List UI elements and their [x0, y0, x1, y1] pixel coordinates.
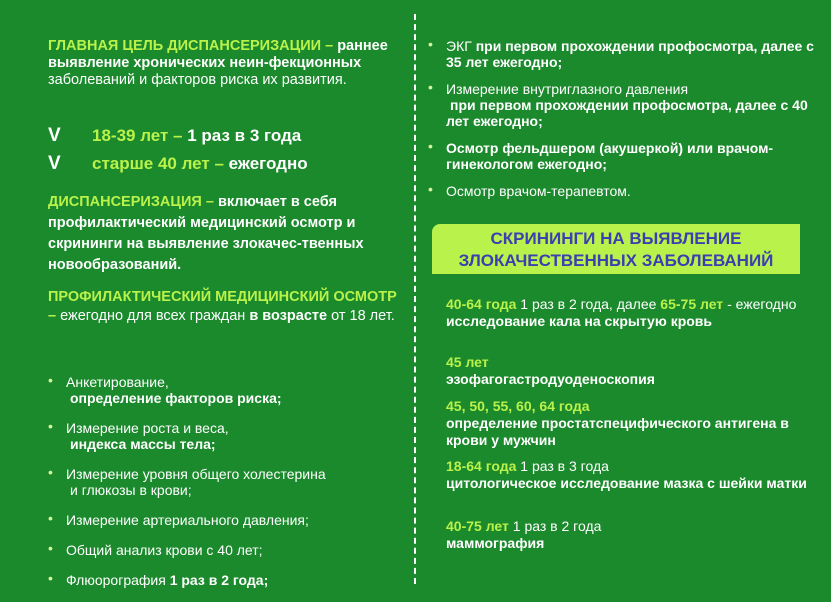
- intro-bold-text: раннее выявление хронических неин-фекционных: [48, 38, 388, 71]
- screening-banner: [432, 224, 800, 274]
- screening-name: эзофагогастродуоденоскопия: [446, 371, 655, 387]
- list-item: • Осмотр врачом-терапевтом.: [428, 181, 631, 199]
- screening-item: 40-75 лет 1 раз в 2 года маммография: [446, 518, 602, 551]
- intro-paragraph: [48, 38, 398, 89]
- screening-name: исследование кала на скрытую кровь: [446, 313, 713, 329]
- bullet-icon: •: [428, 79, 433, 95]
- exam-bold: в возрасте: [249, 308, 328, 324]
- banner-line-1: СКРИНИНГИ НА ВЫЯВЛЕНИЕ: [490, 229, 742, 248]
- bullet-icon: •: [428, 181, 433, 197]
- dispanserization-paragraph: [48, 192, 400, 276]
- exam-items-list: [48, 374, 408, 602]
- list-item: • Измерение внутриглазного давления при первом прохождении профосмотра, далее с 40 лет ежегодно;: [428, 79, 808, 129]
- check-frequency: ежегодно: [228, 154, 308, 173]
- list-item: • Измерение артериального давления;: [48, 510, 309, 528]
- exam-text: ежегодно для всех граждан: [60, 308, 246, 324]
- check-age: 18-39 лет –: [92, 126, 183, 145]
- exam-items-list-2: [428, 38, 818, 210]
- bullet-icon: •: [48, 464, 53, 480]
- screening-name: определение простатспецифического антигена в крови у мужчин: [446, 415, 789, 448]
- screening-item: 45, 50, 55, 60, 64 года определение простатспецифического антигена в крови у мужчин: [446, 398, 789, 448]
- disp-text: включает в себя профилактический медицинский осмотр и скрининги на выявление злокачес-твенных новообразований.: [48, 194, 364, 273]
- bullet-icon: •: [48, 540, 53, 556]
- list-item: • Измерение уровня общего холестерина и глюкозы в крови;: [48, 464, 326, 498]
- bullet-icon: •: [48, 372, 53, 388]
- screening-item: 45 лет эзофагогастродуоденоскопия: [446, 354, 655, 387]
- exam-paragraph: [48, 288, 400, 326]
- intro-title: ГЛАВНАЯ ЦЕЛЬ ДИСПАНСЕРИЗАЦИИ –: [48, 38, 334, 54]
- check-age: старше 40 лет –: [92, 154, 224, 173]
- exam-title: ПРОФИЛАКТИЧЕСКИЙ МЕДИЦИНСКИЙ ОСМОТР –: [48, 289, 397, 324]
- bullet-icon: •: [48, 510, 53, 526]
- check-row-1: [48, 126, 408, 146]
- checkmark-icon: V: [48, 125, 61, 146]
- checkmark-icon: V: [48, 153, 61, 174]
- screening-item: 18-64 года 1 раз в 3 года цитологическое исследование мазка с шейки матки: [446, 458, 807, 491]
- bullet-icon: •: [428, 36, 433, 52]
- disp-title: ДИСПАНСЕРИЗАЦИЯ –: [48, 194, 214, 210]
- check-row-2: [48, 154, 408, 174]
- list-item: • Осмотр фельдшером (акушеркой) или врачом-гинекологом ежегодно;: [428, 138, 774, 172]
- screening-name: маммография: [446, 535, 545, 551]
- intro-normal-text: заболеваний и факторов риска их развития.: [48, 72, 347, 88]
- list-item: • ЭКГ при первом прохождении профосмотра, далее с 35 лет ежегодно;: [428, 36, 814, 70]
- bullet-icon: •: [48, 570, 53, 586]
- bullet-icon: •: [48, 418, 53, 434]
- list-item: • Флюорография 1 раз в 2 года;: [48, 570, 269, 588]
- column-divider: [414, 14, 416, 584]
- screening-name: цитологическое исследование мазка с шейки матки: [446, 475, 807, 491]
- list-item: • Общий анализ крови с 40 лет;: [48, 540, 263, 558]
- banner-line-2: ЗЛОКАЧЕСТВЕННЫХ ЗАБОЛЕВАНИЙ: [458, 251, 774, 270]
- list-item: • Измерение роста и веса, индекса массы тела;: [48, 418, 229, 452]
- check-frequency: 1 раз в 3 года: [187, 126, 302, 145]
- screening-item: 40-64 года 1 раз в 2 года, далее 65-75 лет - ежегодно исследование кала на скрытую кровь: [446, 296, 797, 329]
- list-item: • Анкетирование, определение факторов риска;: [48, 372, 282, 406]
- bullet-icon: •: [428, 138, 433, 154]
- exam-text-2: от 18 лет.: [331, 308, 395, 324]
